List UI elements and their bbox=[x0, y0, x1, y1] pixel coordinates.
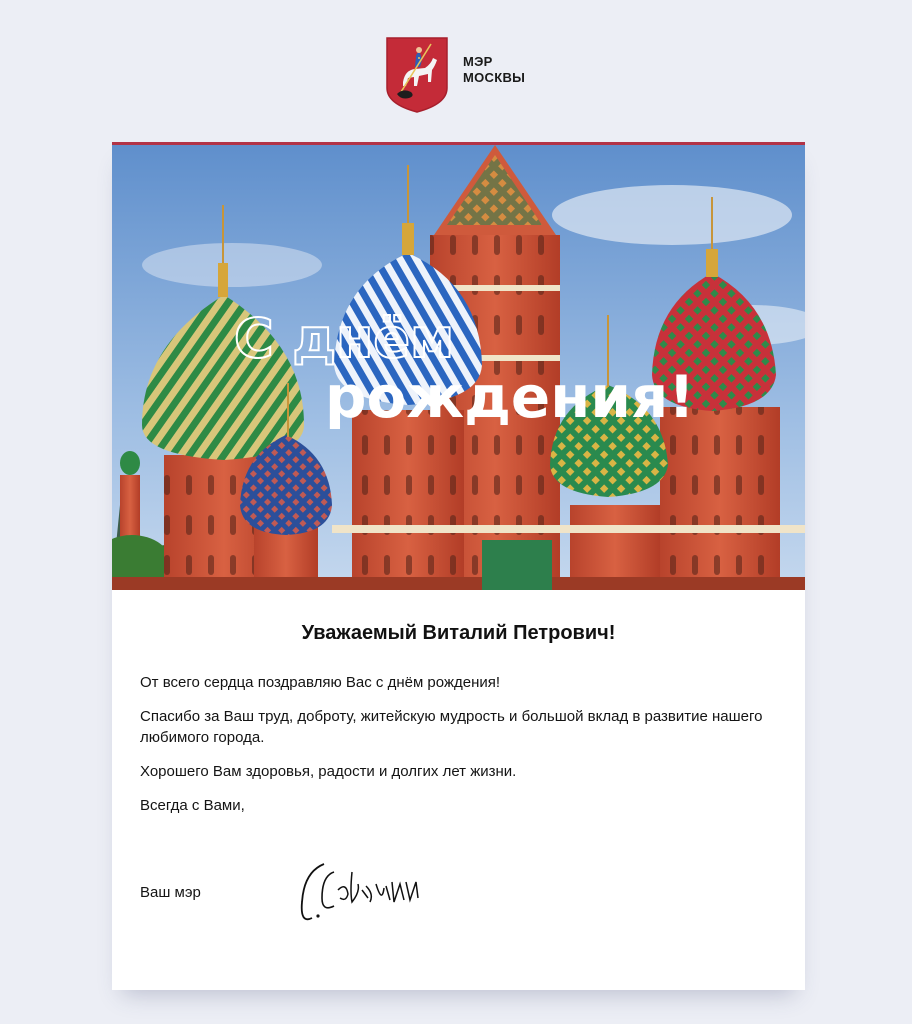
moscow-coat-of-arms-icon bbox=[385, 36, 449, 114]
letter-paragraph: Всегда с Вами, bbox=[140, 797, 245, 814]
cathedral-illustration bbox=[112, 145, 805, 590]
letter-paragraph: От всего сердца поздравляю Вас с днём рождения! bbox=[140, 674, 501, 691]
greeting-heading: Уважаемый Виталий Петрович! bbox=[301, 622, 616, 644]
letter-paragraph: Спасибо за Ваш труд, доброту, житейскую мудрость и большой вклад в развитие нашего любимого города. bbox=[140, 708, 763, 746]
signature-image bbox=[294, 842, 434, 932]
sign-label: Ваш мэр bbox=[140, 884, 201, 901]
letter-body bbox=[140, 672, 780, 829]
hero-line1: С днём bbox=[234, 307, 455, 370]
letter-paragraph: Хорошего Вам здоровья, радости и долгих лет жизни. bbox=[140, 763, 517, 780]
header bbox=[0, 36, 912, 116]
letter-card bbox=[112, 142, 805, 990]
mayor-title bbox=[463, 54, 525, 86]
hero-line2: рождения! bbox=[325, 363, 695, 431]
mayor-title-line2: МОСКВЫ bbox=[463, 70, 526, 85]
hero-banner bbox=[112, 145, 805, 590]
mayor-title-line1: МЭР bbox=[463, 54, 493, 69]
